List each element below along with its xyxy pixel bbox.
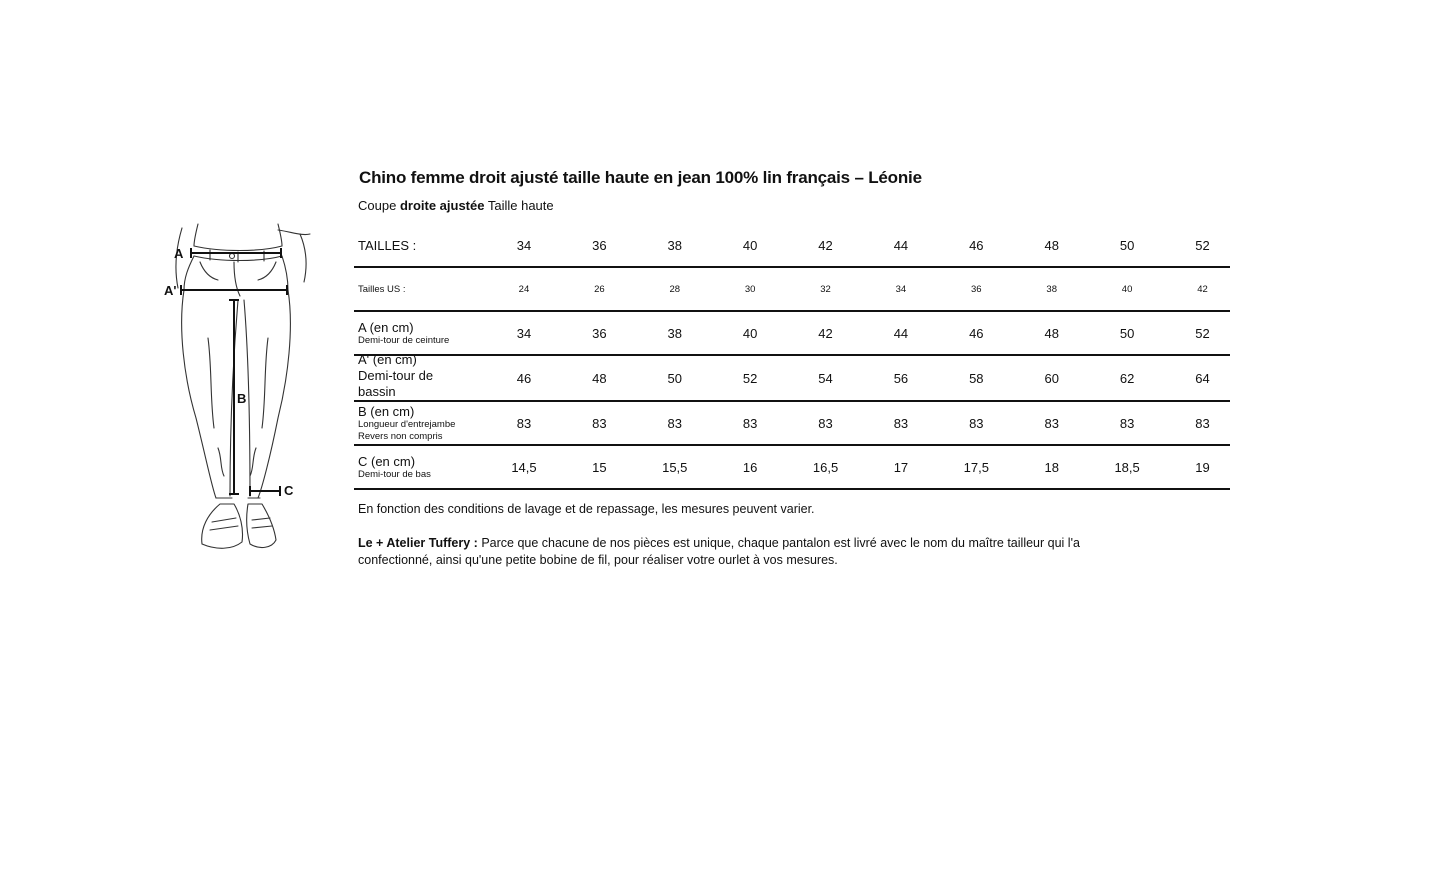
size-cell: 52 bbox=[1175, 224, 1230, 267]
table-cell: 83 bbox=[572, 401, 627, 445]
table-cell: 83 bbox=[627, 401, 723, 445]
page-title: Chino femme droit ajusté taille haute en jean 100% lin français – Léonie bbox=[359, 168, 922, 187]
row-c-title: C (en cm) bbox=[358, 453, 416, 469]
table-cell: 46 bbox=[476, 355, 572, 401]
sizes-label: TAILLES : bbox=[354, 224, 476, 267]
size-cell: 40 bbox=[723, 224, 778, 267]
table-cell: 48 bbox=[1024, 311, 1079, 355]
table-cell: 52 bbox=[723, 355, 778, 401]
table-cell: 36 bbox=[572, 311, 627, 355]
atelier-heading: Le + Atelier Tuffery : bbox=[358, 536, 478, 550]
table-cell: 40 bbox=[723, 311, 778, 355]
table-cell: 83 bbox=[476, 401, 572, 445]
fit-suffix: Taille haute bbox=[487, 198, 554, 213]
table-cell: 54 bbox=[778, 355, 874, 401]
size-cell: 50 bbox=[1079, 224, 1175, 267]
table-cell: 83 bbox=[1024, 401, 1079, 445]
us-size-cell: 24 bbox=[476, 267, 572, 311]
table-cell: 48 bbox=[572, 355, 627, 401]
table-cell: 19 bbox=[1175, 445, 1230, 489]
row-a-prime-hip bbox=[354, 355, 1230, 401]
row-b-label bbox=[354, 401, 476, 445]
table-cell: 64 bbox=[1175, 355, 1230, 401]
row-a-label bbox=[354, 311, 476, 355]
table-cell: 83 bbox=[778, 401, 874, 445]
table-cell: 83 bbox=[928, 401, 1024, 445]
us-size-cell: 38 bbox=[1024, 267, 1079, 311]
table-cell: 44 bbox=[874, 311, 929, 355]
table-cell: 17,5 bbox=[928, 445, 1024, 489]
table-cell: 46 bbox=[928, 311, 1024, 355]
label-c: C bbox=[284, 483, 294, 498]
row-a-title: A (en cm) bbox=[358, 319, 414, 335]
row-b-inseam bbox=[354, 401, 1230, 445]
table-cell: 83 bbox=[1175, 401, 1230, 445]
table-cell: 15,5 bbox=[627, 445, 723, 489]
row-a-prime-title: A' (en cm) Demi-tour de bassin bbox=[358, 352, 434, 399]
size-cell: 44 bbox=[874, 224, 929, 267]
table-cell: 17 bbox=[874, 445, 929, 489]
row-a-subtitle: Demi-tour de ceinture bbox=[358, 334, 450, 346]
washing-note: En fonction des conditions de lavage et de repassage, les mesures peuvent varier. bbox=[358, 502, 815, 516]
table-cell: 83 bbox=[874, 401, 929, 445]
table-cell: 60 bbox=[1024, 355, 1079, 401]
table-cell: 18,5 bbox=[1079, 445, 1175, 489]
row-c-hem bbox=[354, 445, 1230, 489]
size-cell: 46 bbox=[928, 224, 1024, 267]
fit-bold: droite ajustée bbox=[399, 198, 485, 213]
table-cell: 38 bbox=[627, 311, 723, 355]
table-cell: 42 bbox=[778, 311, 874, 355]
row-b-title: B (en cm) bbox=[358, 403, 415, 419]
trousers-drawing bbox=[160, 218, 320, 558]
size-table bbox=[354, 224, 1230, 490]
table-cell: 18 bbox=[1024, 445, 1079, 489]
us-size-cell: 42 bbox=[1175, 267, 1230, 311]
table-cell: 50 bbox=[627, 355, 723, 401]
table-cell: 62 bbox=[1079, 355, 1175, 401]
label-a: A bbox=[174, 246, 184, 261]
us-size-cell: 30 bbox=[723, 267, 778, 311]
us-size-cell: 32 bbox=[778, 267, 874, 311]
us-size-cell: 26 bbox=[572, 267, 627, 311]
table-cell: 58 bbox=[928, 355, 1024, 401]
atelier-note bbox=[358, 535, 1088, 569]
us-size-cell: 40 bbox=[1079, 267, 1175, 311]
us-sizes-label: Tailles US : bbox=[354, 267, 476, 311]
row-a-prime-label bbox=[354, 352, 476, 401]
table-cell: 16 bbox=[723, 445, 778, 489]
table-cell: 34 bbox=[476, 311, 572, 355]
us-size-row bbox=[354, 267, 1230, 311]
table-cell: 16,5 bbox=[778, 445, 874, 489]
row-c-subtitle: Demi-tour de bas bbox=[358, 468, 431, 480]
size-cell: 48 bbox=[1024, 224, 1079, 267]
table-cell: 50 bbox=[1079, 311, 1175, 355]
size-cell: 38 bbox=[627, 224, 723, 267]
row-b-subtitle-2: Revers non compris bbox=[358, 430, 443, 442]
trousers-illustration bbox=[160, 218, 320, 558]
fit-prefix: Coupe bbox=[358, 198, 397, 213]
us-size-cell: 34 bbox=[874, 267, 929, 311]
row-a-waist bbox=[354, 311, 1230, 355]
fit-description bbox=[358, 198, 554, 213]
size-header-row bbox=[354, 224, 1230, 267]
label-a-prime: A' bbox=[164, 283, 177, 298]
size-cell: 42 bbox=[778, 224, 874, 267]
label-b: B bbox=[237, 391, 247, 406]
table-cell: 14,5 bbox=[476, 445, 572, 489]
table-cell: 83 bbox=[723, 401, 778, 445]
size-cell: 34 bbox=[476, 224, 572, 267]
row-c-label bbox=[354, 445, 476, 489]
table-cell: 83 bbox=[1079, 401, 1175, 445]
table-cell: 56 bbox=[874, 355, 929, 401]
table-cell: 52 bbox=[1175, 311, 1230, 355]
atelier-text: Parce que chacune de nos pièces est unique, chaque pantalon est livré avec le nom du maître tailleur qui l'a confectionné, ainsi qu'une petite bobine de fil, pour réaliser votre ourlet à vos mesures. bbox=[358, 536, 1080, 567]
us-size-cell: 28 bbox=[627, 267, 723, 311]
us-size-cell: 36 bbox=[928, 267, 1024, 311]
row-b-subtitle: Longueur d'entrejambe bbox=[358, 418, 456, 430]
size-cell: 36 bbox=[572, 224, 627, 267]
table-cell: 15 bbox=[572, 445, 627, 489]
